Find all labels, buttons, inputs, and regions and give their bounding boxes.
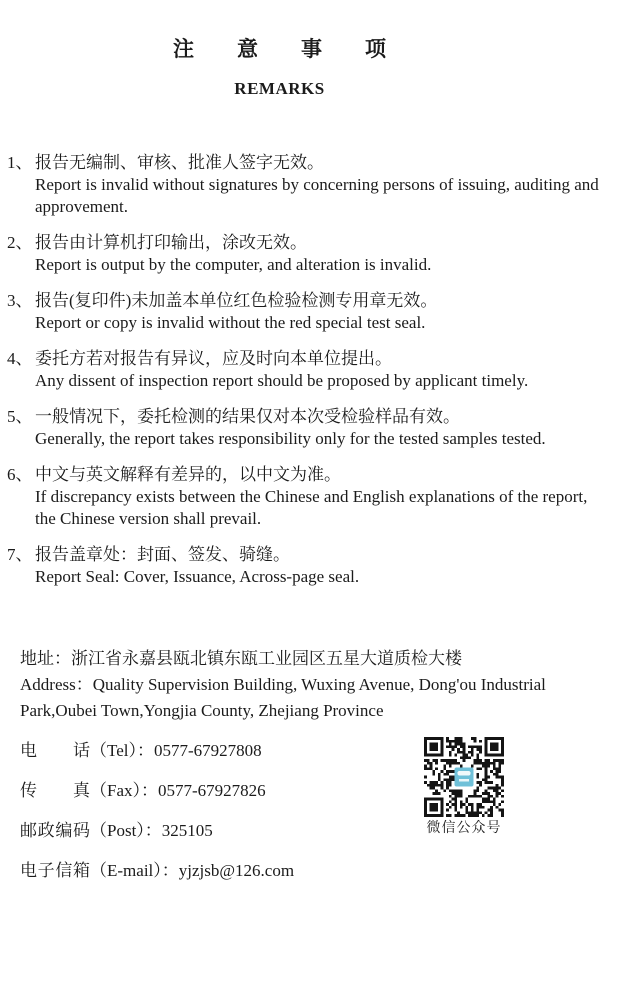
remark-item	[7, 348, 609, 392]
item-text-en: If discrepancy exists between the Chinese and English explanations of the report, the Chinese version shall prevail.	[35, 487, 588, 528]
item-text-en: Generally, the report takes responsibility only for the tested samples tested.	[35, 429, 546, 448]
page-title: 注意事项	[173, 37, 429, 61]
item-text-zh: 一般情况下，委托检测的结果仅对本次受检验样品有效。	[35, 407, 460, 426]
item-text-zh: 中文与英文解释有差异的，以中文为准。	[35, 465, 341, 484]
item-body	[35, 348, 609, 392]
qr-label: 微信公众号	[426, 821, 502, 836]
contact-row-fax	[20, 780, 609, 802]
contact-value-fax: 0577-67927826	[158, 781, 266, 800]
remark-item	[7, 152, 609, 218]
address-block	[20, 646, 610, 724]
item-number: 7、	[7, 545, 33, 564]
contact-value-post: 325105	[161, 821, 213, 840]
remark-item	[7, 464, 609, 530]
contact-label-zh: 传真	[20, 781, 90, 800]
wechat-qr-block	[424, 737, 504, 837]
contact-label-en: （E-mail）：	[90, 861, 179, 880]
item-text-zh: 报告由计算机打印输出，涂改无效。	[35, 233, 307, 252]
item-text-en: Report is invalid without signatures by concerning persons of issuing, auditing and approvement.	[35, 175, 599, 216]
item-text-zh: 报告无编制、审核、批准人签字无效。	[35, 153, 324, 172]
item-body	[35, 406, 609, 450]
item-body	[35, 232, 609, 276]
item-body	[35, 290, 609, 334]
item-number: 5、	[7, 407, 33, 426]
wechat-qr-code-icon	[424, 737, 504, 817]
contact-row-email	[20, 860, 609, 882]
contact-block	[20, 740, 609, 882]
contact-value-email: yjzjsb@126.com	[178, 861, 295, 880]
contact-label-en: （Fax）：	[90, 781, 158, 800]
item-text-en: Report Seal: Cover, Issuance, Across-page seal.	[35, 567, 360, 586]
item-number: 2、	[7, 233, 33, 252]
item-number: 4、	[7, 349, 33, 368]
header	[7, 36, 552, 62]
remark-item	[7, 544, 609, 588]
remarks-subtitle: REMARKS	[234, 79, 325, 98]
address-en: Address：Quality Supervision Building, Wuxing Avenue, Dong'ou Industrial Park,Oubei Town,Yongjia County, Zhejiang Province	[20, 675, 546, 720]
item-number: 3、	[7, 291, 33, 310]
item-body	[35, 152, 609, 218]
item-text-en: Any dissent of inspection report should be proposed by applicant timely.	[35, 371, 529, 390]
item-number: 6、	[7, 465, 33, 484]
remark-item	[7, 406, 609, 450]
address-zh: 地址：浙江省永嘉县瓯北镇东瓯工业园区五星大道质检大楼	[20, 649, 462, 668]
item-body	[35, 464, 609, 530]
contact-row-post	[20, 820, 609, 842]
item-text-zh: 报告盖章处：封面、签发、骑缝。	[35, 545, 290, 564]
contact-label-zh: 电子信箱	[20, 861, 90, 880]
item-body	[35, 544, 609, 588]
contact-label-en: （Tel）：	[90, 741, 154, 760]
item-text-en: Report or copy is invalid without the red special test seal.	[35, 313, 426, 332]
item-text-en: Report is output by the computer, and alteration is invalid.	[35, 255, 432, 274]
remarks-list	[7, 152, 609, 588]
item-number: 1、	[7, 153, 33, 172]
contact-value-tel: 0577-67927808	[153, 741, 262, 760]
item-text-zh: 委托方若对报告有异议，应及时向本单位提出。	[35, 349, 392, 368]
contact-row-tel	[20, 740, 609, 762]
remark-item	[7, 290, 609, 334]
remark-item	[7, 232, 609, 276]
contact-label-en: （Post）：	[90, 821, 162, 840]
item-text-zh: 报告(复印件)未加盖本单位红色检验检测专用章无效。	[35, 291, 438, 310]
contact-label-zh: 电话	[20, 741, 90, 760]
contact-label-zh: 邮政编码	[20, 821, 90, 840]
